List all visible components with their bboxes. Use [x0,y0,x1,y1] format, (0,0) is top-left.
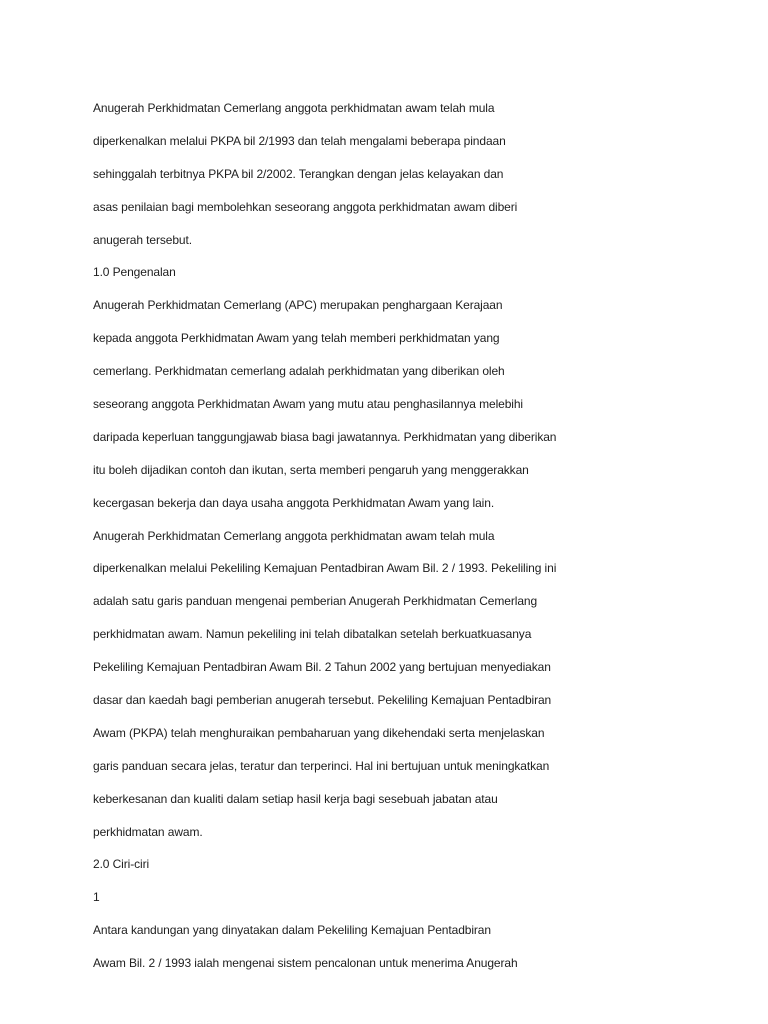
text-line: Anugerah Perkhidmatan Cemerlang anggota perkhidmatan awam telah mula [93,101,495,115]
text-line: Pekeliling Kemajuan Pentadbiran Awam Bil. 2 Tahun 2002 yang bertujuan menyediakan [93,660,551,675]
text-line: Awam (PKPA) telah menghuraikan pembaharuan yang dikehendaki serta menjelaskan [93,725,545,740]
text-line: Anugerah Perkhidmatan Cemerlang anggota perkhidmatan awam telah mula [93,528,495,543]
text-line: itu boleh dijadikan contoh dan ikutan, serta memberi pengaruh yang menggerakkan [93,462,529,477]
text-line: perkhidmatan awam. [93,824,203,839]
text-line: perkhidmatan awam. Namun pekeliling ini telah dibatalkan setelah berkuatkuasanya [93,627,532,642]
text-line: keberkesanan dan kualiti dalam setiap hasil kerja bagi sesebuah jabatan atau [93,791,498,806]
text-line: Antara kandungan yang dinyatakan dalam Pekeliling Kemajuan Pentadbiran [93,923,491,938]
text-line: Anugerah Perkhidmatan Cemerlang (APC) merupakan penghargaan Kerajaan [93,298,503,313]
text-line: kepada anggota Perkhidmatan Awam yang telah memberi perkhidmatan yang [93,331,500,346]
text-line: garis panduan secara jelas, teratur dan terperinci. Hal ini bertujuan untuk meningkatkan [93,758,550,773]
section-heading: 1.0 Pengenalan [93,265,176,280]
text-line: cemerlang. Perkhidmatan cemerlang adalah perkhidmatan yang diberikan oleh [93,364,505,379]
text-line: anugerah tersebut. [93,232,192,247]
document-body [93,92,733,980]
text-line: adalah satu garis panduan mengenai pemberian Anugerah Perkhidmatan Cemerlang [93,594,538,609]
text-line: sehinggalah terbitnya PKPA bil 2/2002. Terangkan dengan jelas kelayakan dan [93,166,504,181]
text-line: Awam Bil. 2 / 1993 ialah mengenai sistem pencalonan untuk menerima Anugerah [93,956,518,971]
text-line: dasar dan kaedah bagi pemberian anugerah tersebut. Pekeliling Kemajuan Pentadbiran [93,693,552,708]
text-line: diperkenalkan melalui PKPA bil 2/1993 dan telah mengalami beberapa pindaan [93,133,506,148]
section-heading: 2.0 Ciri-ciri [93,857,150,872]
text-line: seseorang anggota Perkhidmatan Awam yang mutu atau penghasilannya melebihi [93,397,524,412]
page-number: 1 [93,890,100,905]
text-line: kecergasan bekerja dan daya usaha anggota Perkhidmatan Awam yang lain. [93,495,495,510]
text-line: daripada keperluan tanggungjawab biasa bagi jawatannya. Perkhidmatan yang diberikan [93,429,557,444]
text-line: diperkenalkan melalui Pekeliling Kemajuan Pentadbiran Awam Bil. 2 / 1993. Pekeliling ini [93,561,557,576]
text-line: asas penilaian bagi membolehkan seseorang anggota perkhidmatan awam diberi [93,199,518,214]
